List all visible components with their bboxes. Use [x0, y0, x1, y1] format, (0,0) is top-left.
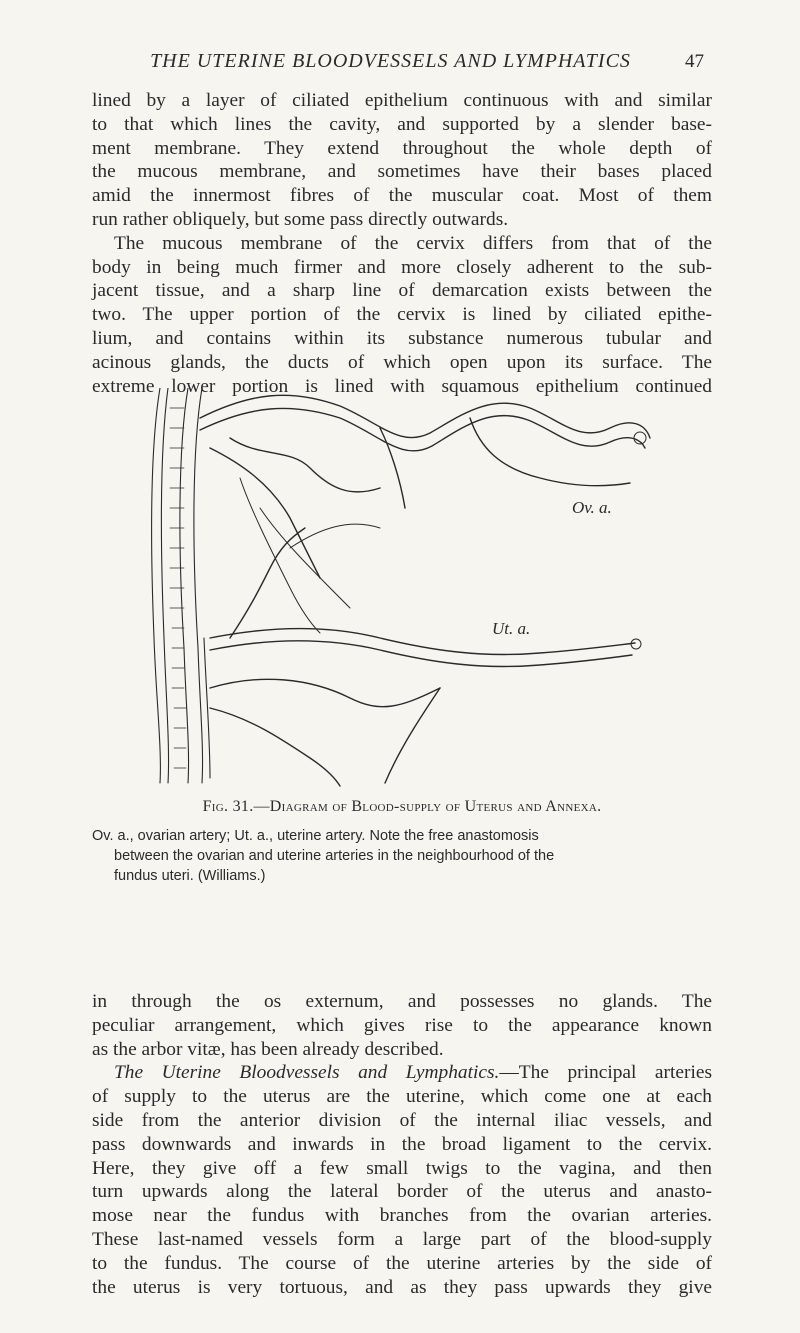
- text-line: Here, they give off a few small twigs to the vagina, and then: [92, 1157, 712, 1179]
- text-line: the uterus is very tortuous, and as they pass upwards they give: [92, 1276, 712, 1298]
- text-line: These last-named vessels form a large part of the blood-supply: [92, 1228, 712, 1250]
- figure-caption: [92, 826, 712, 886]
- text-line: The mucous membrane of the cervix differs from that of the: [114, 232, 712, 254]
- text-line: run rather obliquely, but some pass directly outwards.: [92, 208, 509, 230]
- label-uterine-artery: Ut. a.: [492, 619, 531, 638]
- text-line: acinous glands, the ducts of which open upon its surface. The: [92, 351, 712, 373]
- body-text-top: [92, 89, 712, 398]
- text-line: ment membrane. They extend throughout the whole depth of: [92, 137, 712, 159]
- running-header: [104, 50, 704, 73]
- blood-supply-diagram: [140, 388, 660, 788]
- caption-line: fundus uteri. (Williams.): [114, 868, 266, 884]
- text-line: pass downwards and inwards in the broad ligament to the cervix.: [92, 1133, 712, 1155]
- text-line: as the arbor vitæ, has been already described.: [92, 1038, 444, 1060]
- text-line: two. The upper portion of the cervix is lined by ciliated epithe-: [92, 304, 712, 326]
- figure-caption-title: Fig. 31.—Diagram of Blood-supply of Uterus and Annexa.: [202, 798, 602, 815]
- text-line: extreme lower portion is lined with squamous epithelium continued: [92, 375, 712, 397]
- text-line: body in being much firmer and more closely adherent to the sub-: [92, 256, 712, 278]
- text-line: in through the os externum, and possesses no glands. The: [92, 991, 712, 1012]
- ovarian-artery: [200, 395, 650, 578]
- text-line: amid the innermost fibres of the muscular coat. Most of them: [92, 185, 712, 207]
- text-line: the mucous membrane, and sometimes have their bases placed: [92, 161, 712, 183]
- text-line: to the fundus. The course of the uterine arteries by the side of: [92, 1252, 712, 1274]
- uterus-wall: [152, 388, 210, 783]
- text-line: mose near the fundus with branches from the ovarian arteries.: [92, 1205, 712, 1227]
- text-line: to that which lines the cavity, and supported by a slender base-: [92, 113, 712, 135]
- anatomical-illustration: [140, 388, 660, 788]
- uterine-artery: [210, 528, 635, 786]
- uterus-hatching: [170, 408, 186, 768]
- text-line: turn upwards along the lateral border of the uterus and anasto-: [92, 1181, 712, 1203]
- text-line: side from the anterior division of the internal iliac vessels, and: [92, 1109, 712, 1131]
- text-line: lined by a layer of ciliated epithelium continuous with and similar: [92, 90, 712, 111]
- text-line: lium, and contains within its substance numerous tubular and: [92, 327, 712, 349]
- text-line: of supply to the uterus are the uterine, which come one at each: [92, 1086, 712, 1108]
- text-line: jacent tissue, and a sharp line of demarcation exists between the: [92, 280, 712, 302]
- section-heading-line: [92, 1061, 712, 1085]
- body-text-bottom: [92, 990, 712, 1299]
- running-title: THE UTERINE BLOODVESSELS AND LYMPHATICS: [150, 50, 631, 72]
- text-line: peculiar arrangement, which gives rise to the appearance known: [92, 1014, 712, 1036]
- caption-line: Ov. a., ovarian artery; Ut. a., uterine artery. Note the free anastomosis: [92, 828, 539, 844]
- page-number: 47: [685, 51, 704, 72]
- caption-line: between the ovarian and uterine arteries in the neighbourhood of the: [114, 848, 555, 864]
- section-heading: The Uterine Bloodvessels and Lymphatics.: [114, 1062, 500, 1084]
- text-fragment: —The principal arteries: [499, 1062, 712, 1084]
- label-ovarian-artery: Ov. a.: [572, 498, 612, 517]
